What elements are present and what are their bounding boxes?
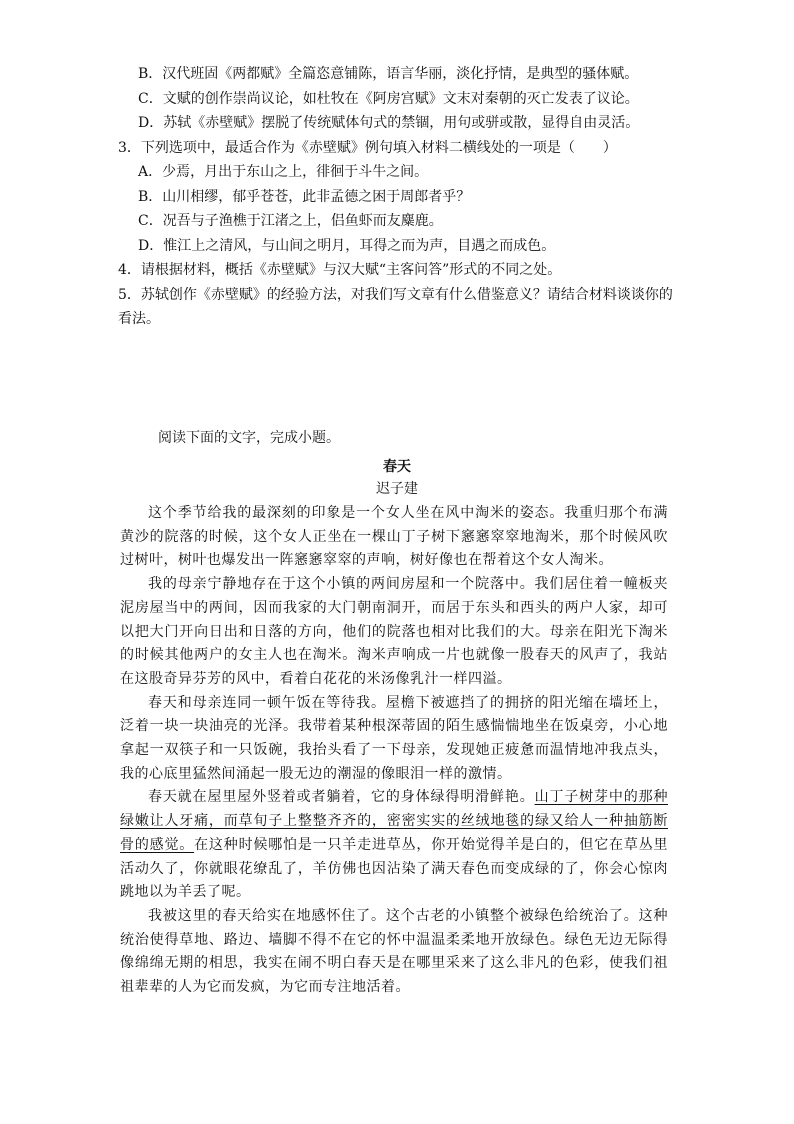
question-3-option-b: B．山川相缪，郁乎苍苍，此非孟德之困于周郎者乎？ [138, 188, 471, 205]
question-5: 5．苏轼创作《赤壁赋》的经验方法，对我们写文章有什么借鉴意义？请结合材料谈谈你的看法。 [118, 286, 673, 327]
essay-paragraph-4 [120, 786, 668, 905]
question-3-option-d: D．惟江上之清风，与山间之明月，耳得之而为声，目遇之而成色。 [138, 237, 556, 254]
question-3: 3．下列选项中，最适合作为《赤壁赋》例句填入材料二横线处的一项是（ ） [118, 139, 617, 156]
underlined-sentence: 山丁子树芽中的那种绿嫩让人牙痛，而草旬子上整整齐齐的，密密实实的丝绒地毯的绿又给人一种抽筋断骨的感觉。 [120, 789, 669, 853]
essay-paragraph-2: 我的母亲宁静地存在于这个小镇的两间房屋和一个院落中。我们居住着一幢板夹泥房屋当中的两间，因而我家的大门朝南洞开，而居于东头和西头的两户人家，却可以把大门开向日出和日落的方向，他们的院落也相对比我们的大。母亲在阳光下淘米的时候其他两户的女主人也在淘米。淘米声响成一片也就像一股春天的风声了，我站在这股奇异芬芳的风中，看着白花花的米汤像乳汁一样四溢。 [120, 576, 668, 687]
question-3-option-c: C．况吾与子渔樵于江渚之上，侣鱼虾而友麋鹿。 [138, 213, 443, 229]
question-4: 4．请根据材料，概括《赤壁赋》与汉大赋“主客问答”形式的不同之处。 [118, 262, 562, 278]
essay-author: 迟子建 [376, 481, 418, 497]
option-c: C．文赋的创作崇尚议论，如杜牧在《阿房宫赋》文末对秦朝的灭亡发表了议论。 [138, 90, 639, 107]
question-3-option-a: A．少焉，月出于东山之上，徘徊于斗牛之间。 [138, 164, 429, 180]
essay-paragraph-4-end: 在这种时候哪怕是一只羊走进草丛，你开始觉得羊是白的，但它在草丛里活动久了，你就眼花缭乱了，羊仿佛也因沾染了满天春色而变成绿的了，你会心惊肉跳地以为羊丢了呢。 [120, 836, 669, 901]
essay-title: 春天 [383, 459, 411, 475]
question-block [118, 62, 678, 332]
option-d: D．苏轼《赤壁赋》摆脱了传统赋体句式的禁锢，用句或骈或散，显得自由灵活。 [138, 115, 640, 131]
reading-instruction: 阅读下面的文字，完成小题。 [158, 430, 340, 446]
option-b: B．汉代班固《两都赋》全篇恣意铺陈，语言华丽，淡化抒情，是典型的骚体赋。 [138, 66, 639, 82]
essay-paragraph-4-start: 春天就在屋里屋外竖着或者躺着，它的身体绿得明滑鲜艳。 [148, 789, 535, 806]
essay-paragraph-1: 这个季节给我的最深刻的印象是一个女人坐在风中淘米的姿态。我重归那个布满黄沙的院落的时候，这个女人正坐在一棵山丁子树下窸窸窣窣地淘米，那个时候风吹过树叶，树叶也爆发出一阵窸窸窣窣的声响，树好像也在帮着这个女人淘米。 [120, 505, 668, 569]
essay-paragraph-3: 春天和母亲连同一顿午饭在等待我。屋檐下被遮挡了的拥挤的阳光缩在墙坯上，泛着一块一块油亮的光泽。我带着某种根深蒂固的陌生感惴惴地坐在饭桌旁，小心地拿起一双筷子和一只饭碗，我抬头看了一下母亲，发现她正疲惫而温情地冲我点头，我的心底里猛然间涌起一股无边的潮湿的像眼泪一样的激情。 [120, 694, 668, 782]
essay-body [120, 502, 668, 1000]
essay-paragraph-5: 我被这里的春天给实在地感怀住了。这个古老的小镇整个被绿色给统治了。这种统治使得草地、路边、墙脚不得不在它的怀中温温柔柔地开放绿色。绿色无边无际得像绵绵无期的相思，我实在闹不明白春天是在哪里采来了这么非凡的色彩，使我们祖祖辈辈的人为它而发疯，为它而专注地活着。 [120, 907, 668, 996]
